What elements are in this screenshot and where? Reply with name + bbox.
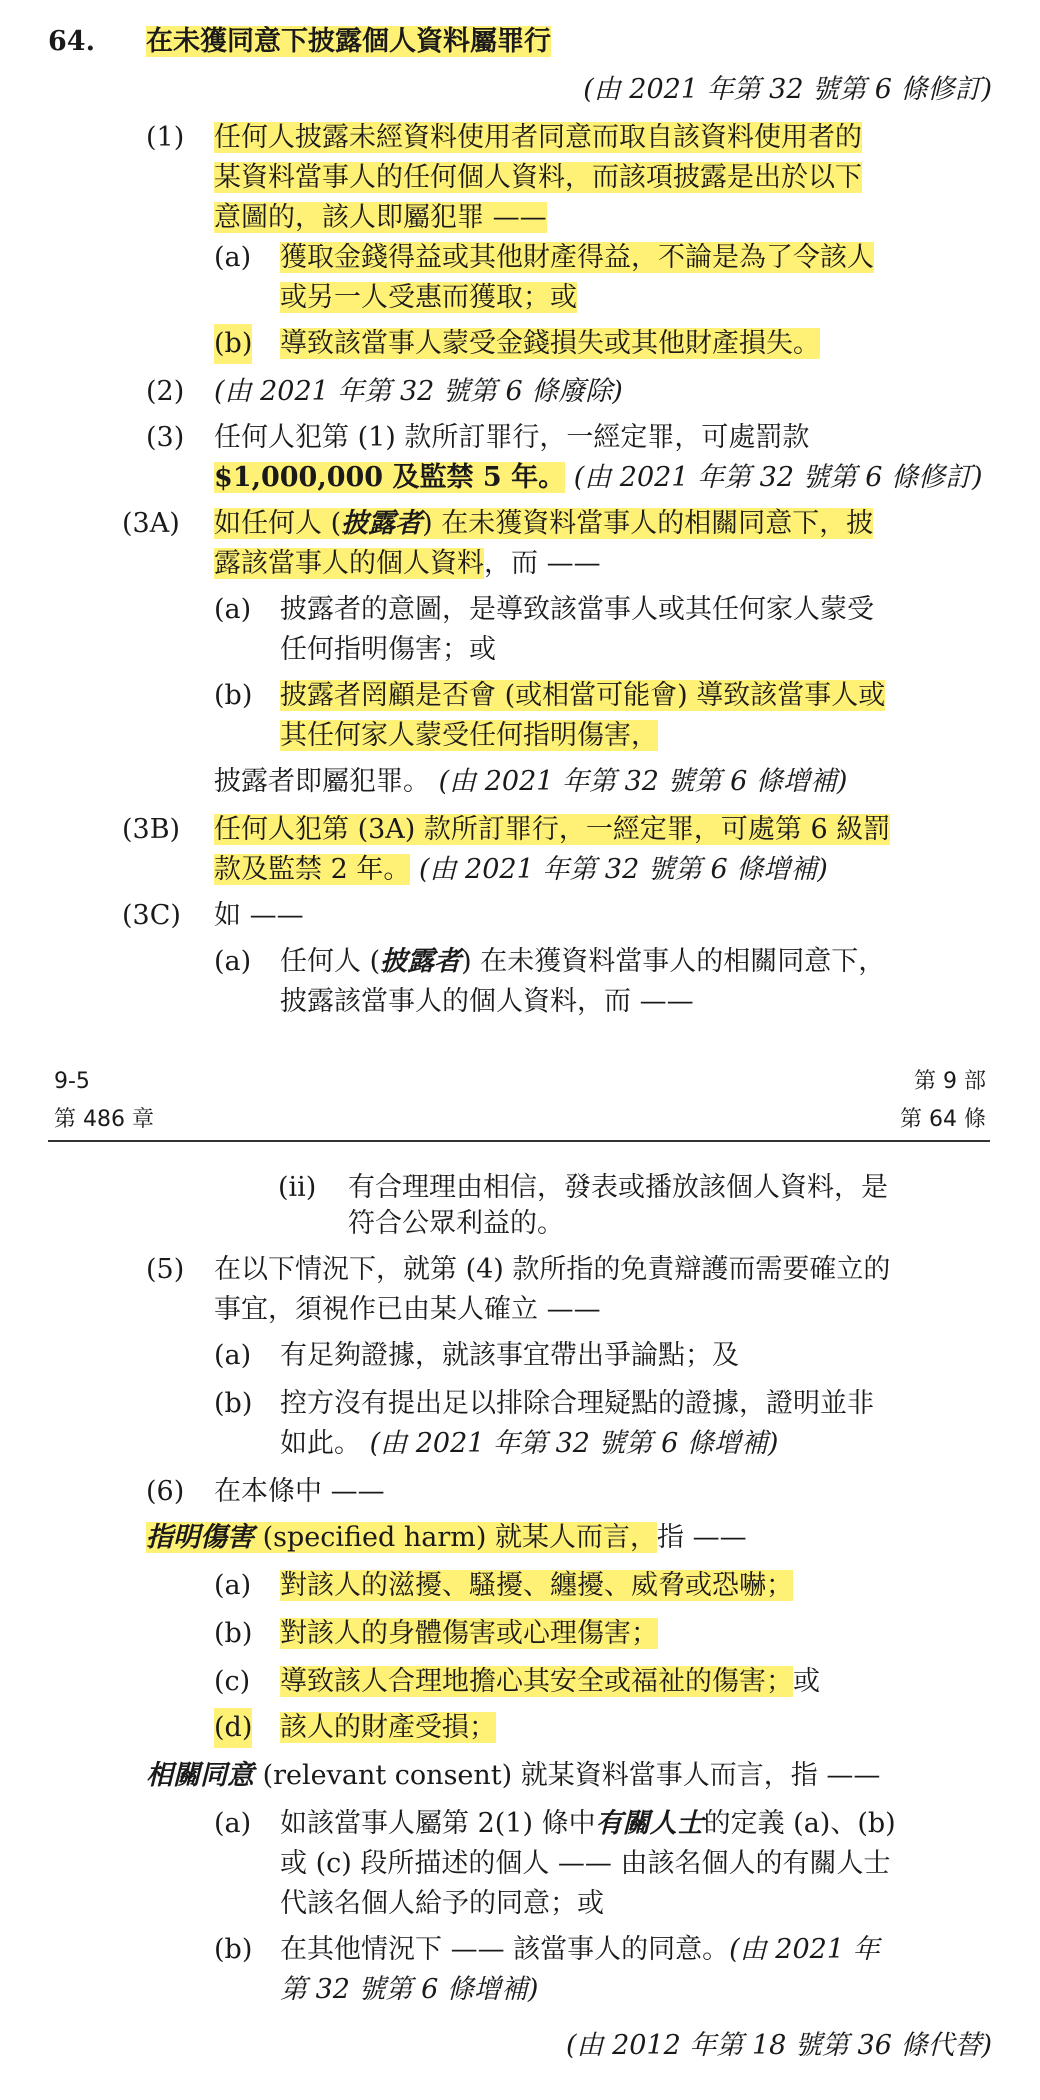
harm-a-number: (a) (214, 1570, 252, 1601)
subsection-2-text: (由 2021 年第 32 號第 6 條廢除) (214, 376, 623, 407)
section-number: 64. (48, 26, 95, 57)
replacement-note: (由 2012 年第 18 號第 36 條代替) (566, 2030, 992, 2061)
harm-c-tail: 或 (793, 1666, 820, 1697)
harm-d-text: 該人的財產受損； (280, 1712, 496, 1743)
paragraph-5a-text: 有足夠證據，就該事宜帶出爭論點；及 (280, 1340, 739, 1371)
definition-text: 就某人而言， (494, 1522, 657, 1553)
subsection-1-line (214, 118, 862, 158)
term-relevant-person: 有關人士 (595, 1808, 704, 1839)
subsection-3A-tail (214, 762, 847, 802)
paragraph-3Aa-text: 披露者的意圖，是導致該當事人或其任何家人蒙受 (280, 594, 874, 625)
section-title (146, 22, 551, 62)
subsection-3A-text: 如任何人 ( (214, 508, 342, 539)
paragraph-5b-text: 控方沒有提出足以排除合理疑點的證據，證明並非 (280, 1388, 874, 1419)
part-label: 第 9 部 (914, 1069, 986, 1094)
paragraph-1a-text: 獲取金錢得益或其他財產得益，不論是為了令該人 (280, 242, 874, 273)
consent-a-text: 代該名個人給予的同意；或 (280, 1888, 604, 1919)
harm-c-number: (c) (214, 1666, 251, 1697)
chapter-label: 第 486 章 (54, 1107, 154, 1132)
subsection-3A-text: ) 在未獲資料當事人的相關同意下，披 (422, 508, 874, 539)
subsection-3B-text: 款及監禁 2 年。 (214, 854, 411, 885)
paragraph-3Ca-text: 任何人 ( (280, 946, 381, 977)
subsection-1-text: 意圖的，該人即屬犯罪 —— (214, 202, 547, 233)
section-label: 第 64 條 (900, 1107, 986, 1132)
subsection-1-text: 某資料當事人的任何個人資料，而該項披露是出於以下 (214, 162, 862, 193)
consent-b-text: 在其他情況下 —— 該當事人的同意。 (280, 1934, 730, 1965)
paragraph-3Ca-line (280, 942, 885, 982)
subsection-1-text: 任何人披露未經資料使用者同意而取自該資料使用者的 (214, 122, 862, 153)
subsection-3-text: 任何人犯第 (1) 款所訂罪行，一經定罪，可處罰款 (214, 422, 810, 453)
paragraph-3Ab-line (280, 676, 885, 716)
paragraph-5b-amend: (由 2021 年第 32 號第 6 條增補) (369, 1428, 779, 1459)
consent-a-text: 或 (c) 段所描述的個人 —— 由該名個人的有關人士 (280, 1848, 891, 1879)
subsection-5-number: (5) (146, 1254, 185, 1285)
consent-b-number: (b) (214, 1934, 253, 1965)
subsection-3-number: (3) (146, 422, 185, 453)
paragraph-1b-number: (b) (214, 324, 252, 364)
subsection-3-line (214, 458, 983, 498)
subsection-1-line (214, 198, 547, 238)
subsection-6-number: (6) (146, 1476, 185, 1507)
subsection-1-line (214, 158, 862, 198)
definition-specified-harm (146, 1518, 747, 1558)
consent-a-text: 的定義 (a)、(b) (703, 1808, 896, 1839)
subsection-3B-text: 任何人犯第 (3A) 款所訂罪行，一經定罪，可處第 6 級罰 (214, 814, 891, 845)
consent-b-amend: 第 32 號第 6 條增補) (280, 1974, 539, 2005)
section-title-text: 在未獲同意下披露個人資料屬罪行 (146, 26, 551, 57)
paragraph-1b-text: 導致該當事人蒙受金錢損失或其他財產損失。 (280, 328, 820, 359)
paragraph-3Ca-text: 披露該當事人的個人資料，而 —— (280, 986, 694, 1017)
subsection-5-text: 事宜，須視作已由某人確立 —— (214, 1294, 601, 1325)
page-number: 9-5 (54, 1069, 90, 1094)
subsection-3-penalty: $1,000,000 及監禁 5 年。 (214, 462, 566, 493)
page-divider (48, 1140, 990, 1142)
paragraph-5b-text: 如此。 (280, 1428, 361, 1459)
subsection-5-text: 在以下情況下，就第 (4) 款所指的免責辯護而需要確立的 (214, 1254, 891, 1285)
harm-b-number: (b) (214, 1618, 253, 1649)
section-amend-note: (由 2021 年第 32 號第 6 條修訂) (583, 74, 992, 105)
paragraph-1b-line (280, 324, 820, 364)
subsection-3A-tail-text: 披露者即屬犯罪。 (214, 766, 430, 797)
harm-b-line (280, 1614, 658, 1654)
paragraph-1a-text: 或另一人受惠而獲取；或 (280, 282, 577, 313)
subsection-3B-line (214, 850, 828, 890)
paragraph-3Ca-number: (a) (214, 946, 252, 977)
definition-relevant-consent (146, 1756, 880, 1796)
item-ii-number: (ii) (278, 1172, 317, 1203)
subsection-3A-text: ，而 —— (484, 548, 601, 579)
subsection-3A-number: (3A) (122, 508, 180, 539)
term-discloser: 披露者 (341, 508, 423, 539)
paragraph-3Ca-text: ) 在未獲資料當事人的相關同意下， (461, 946, 886, 977)
harm-a-line (280, 1566, 793, 1606)
subsection-1-number: (1) (146, 122, 185, 153)
term-english: (specified harm) (262, 1522, 487, 1553)
harm-c-line (280, 1662, 820, 1702)
paragraph-1a-line (280, 278, 577, 318)
subsection-3A-amend: (由 2021 年第 32 號第 6 條增補) (438, 766, 848, 797)
paragraph-5a-number: (a) (214, 1340, 252, 1371)
item-ii-text: 有合理理由相信，發表或播放該個人資料，是 (348, 1172, 888, 1203)
definition-text: 指 —— (656, 1522, 747, 1553)
paragraph-3Aa-text: 任何指明傷害；或 (280, 634, 496, 665)
paragraph-3Ab-line (280, 716, 658, 756)
paragraph-3Ab-number: (b) (214, 680, 253, 711)
subsection-3A-line (214, 544, 601, 584)
term-discloser: 披露者 (380, 946, 462, 977)
paragraph-5b-number: (b) (214, 1388, 253, 1419)
subsection-2-number: (2) (146, 376, 185, 407)
term-english: (relevant consent) (262, 1760, 513, 1791)
subsection-3C-text: 如 —— (214, 900, 304, 931)
subsection-3B-amend: (由 2021 年第 32 號第 6 條增補) (418, 854, 828, 885)
item-ii-text: 符合公眾利益的。 (348, 1208, 564, 1239)
harm-d-line (280, 1708, 496, 1748)
term-relevant-consent: 相關同意 (146, 1760, 254, 1791)
subsection-3A-line (214, 504, 873, 544)
paragraph-3Aa-number: (a) (214, 594, 252, 625)
subsection-3A-text: 露該當事人的個人資料 (214, 548, 484, 579)
consent-a-text: 如該當事人屬第 2(1) 條中 (280, 1808, 596, 1839)
harm-b-text: 對該人的身體傷害或心理傷害； (280, 1618, 658, 1649)
subsection-3B-number: (3B) (122, 814, 181, 845)
harm-d-number: (d) (214, 1708, 252, 1748)
definition-text: 就某資料當事人而言，指 —— (520, 1760, 881, 1791)
consent-b-line (280, 1930, 880, 1970)
term-specified-harm: 指明傷害 (146, 1522, 254, 1553)
harm-c-text: 導致該人合理地擔心其安全或福祉的傷害； (280, 1666, 793, 1697)
harm-a-text: 對該人的滋擾、騷擾、纏擾、威脅或恐嚇； (280, 1570, 793, 1601)
subsection-3-amend: (由 2021 年第 32 號第 6 條修訂) (573, 462, 983, 493)
paragraph-3Ab-text: 披露者罔顧是否會 (或相當可能會) 導致該當事人或 (280, 680, 886, 711)
consent-a-number: (a) (214, 1808, 252, 1839)
paragraph-1a-line (280, 238, 874, 278)
subsection-3B-line (214, 810, 890, 850)
subsection-6-text: 在本條中 —— (214, 1476, 385, 1507)
paragraph-1a-number: (a) (214, 242, 252, 273)
paragraph-3Ab-text: 其任何家人蒙受任何指明傷害， (280, 720, 658, 751)
paragraph-5b-line (280, 1424, 778, 1464)
consent-b-amend: (由 2021 年 (729, 1934, 880, 1965)
consent-a-line (280, 1804, 896, 1844)
subsection-3C-number: (3C) (122, 900, 181, 931)
